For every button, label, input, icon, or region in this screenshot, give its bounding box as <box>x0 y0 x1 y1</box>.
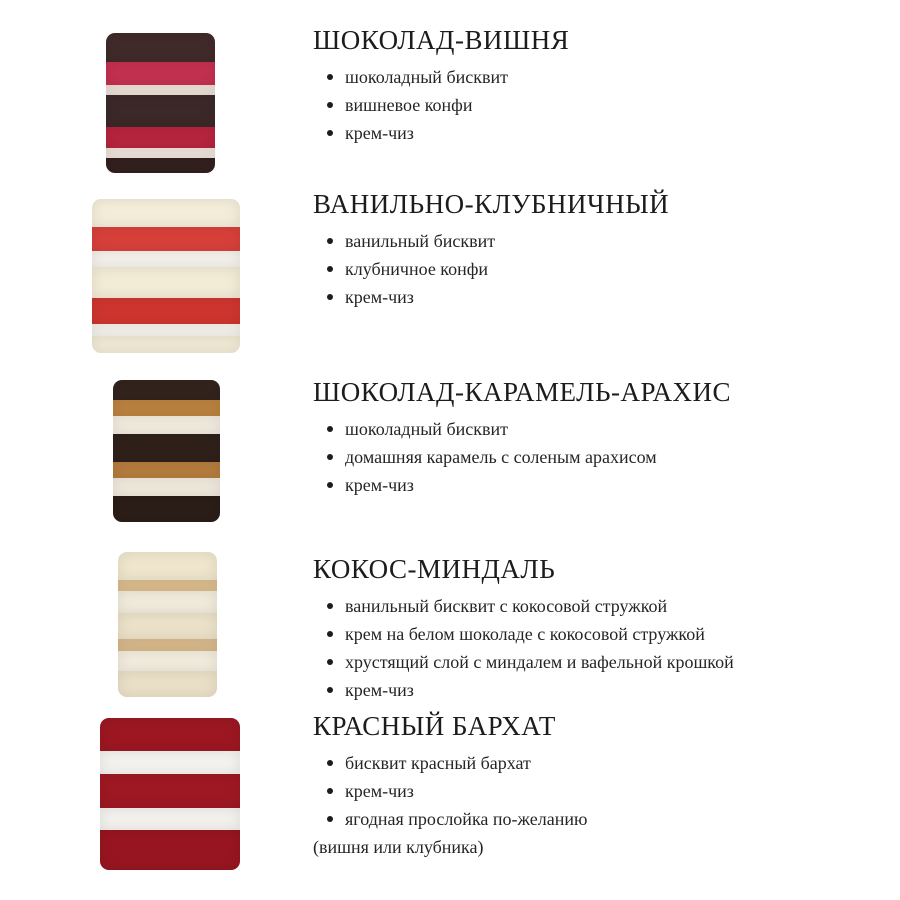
ingredient-item: ванильный бисквит <box>313 227 878 255</box>
ingredient-item: вишневое конфи <box>313 91 878 119</box>
section-title: КОКОС-МИНДАЛЬ <box>313 554 556 584</box>
ingredient-item: крем-чиз <box>313 119 878 147</box>
red-velvet-cake-photo <box>100 718 240 870</box>
bullet-dot-icon <box>327 238 333 244</box>
ingredient-item: ягодная прослойка по-желанию <box>313 805 878 833</box>
section-red-velvet <box>313 710 878 861</box>
bullet-dot-icon <box>327 603 333 609</box>
ingredient-item: крем-чиз <box>313 283 878 311</box>
bullet-dot-icon <box>327 426 333 432</box>
section-coconut-almond <box>313 553 878 704</box>
section-title: ВАНИЛЬНО-КЛУБНИЧНЫЙ <box>313 189 670 219</box>
ingredient-list <box>313 592 878 704</box>
ingredient-item: крем-чиз <box>313 676 878 704</box>
bullet-dot-icon <box>327 294 333 300</box>
ingredient-item: шоколадный бисквит <box>313 63 878 91</box>
section-title: КРАСНЫЙ БАРХАТ <box>313 711 556 741</box>
bullet-dot-icon <box>327 687 333 693</box>
bullet-dot-icon <box>327 631 333 637</box>
section-chocolate-cherry <box>313 24 878 147</box>
berry-choice-note: (вишня или клубника) <box>313 837 484 857</box>
ingredient-item: ванильный бисквит с кокосовой стружкой <box>313 592 878 620</box>
section-title: ШОКОЛАД-ВИШНЯ <box>313 25 570 55</box>
ingredient-list <box>313 227 878 311</box>
ingredient-item: хрустящий слой с миндалем и вафельной крошкой <box>313 648 878 676</box>
bullet-dot-icon <box>327 788 333 794</box>
bullet-dot-icon <box>327 760 333 766</box>
ingredient-item: клубничное конфи <box>313 255 878 283</box>
vanilla-strawberry-cake-photo <box>92 199 240 353</box>
bullet-dot-icon <box>327 659 333 665</box>
bullet-dot-icon <box>327 482 333 488</box>
ingredient-item: домашняя карамель с соленым арахисом <box>313 443 878 471</box>
bullet-dot-icon <box>327 102 333 108</box>
coconut-almond-cake-photo <box>118 552 217 697</box>
bullet-dot-icon <box>327 74 333 80</box>
ingredient-item: крем-чиз <box>313 471 878 499</box>
section-chocolate-caramel-peanut <box>313 376 878 499</box>
ingredient-item: шоколадный бисквит <box>313 415 878 443</box>
bullet-dot-icon <box>327 266 333 272</box>
ingredient-list <box>313 63 878 147</box>
bullet-dot-icon <box>327 130 333 136</box>
ingredient-item: крем-чиз <box>313 777 878 805</box>
chocolate-caramel-peanut-cake-photo <box>113 380 220 522</box>
ingredient-list <box>313 415 878 499</box>
section-vanilla-strawberry <box>313 188 878 311</box>
section-title: ШОКОЛАД-КАРАМЕЛЬ-АРАХИС <box>313 377 732 407</box>
chocolate-cherry-cake-photo <box>106 33 215 173</box>
bullet-dot-icon <box>327 816 333 822</box>
ingredient-item: бисквит красный бархат <box>313 749 878 777</box>
bullet-dot-icon <box>327 454 333 460</box>
ingredient-list <box>313 749 878 833</box>
ingredient-item: крем на белом шоколаде с кокосовой стружкой <box>313 620 878 648</box>
